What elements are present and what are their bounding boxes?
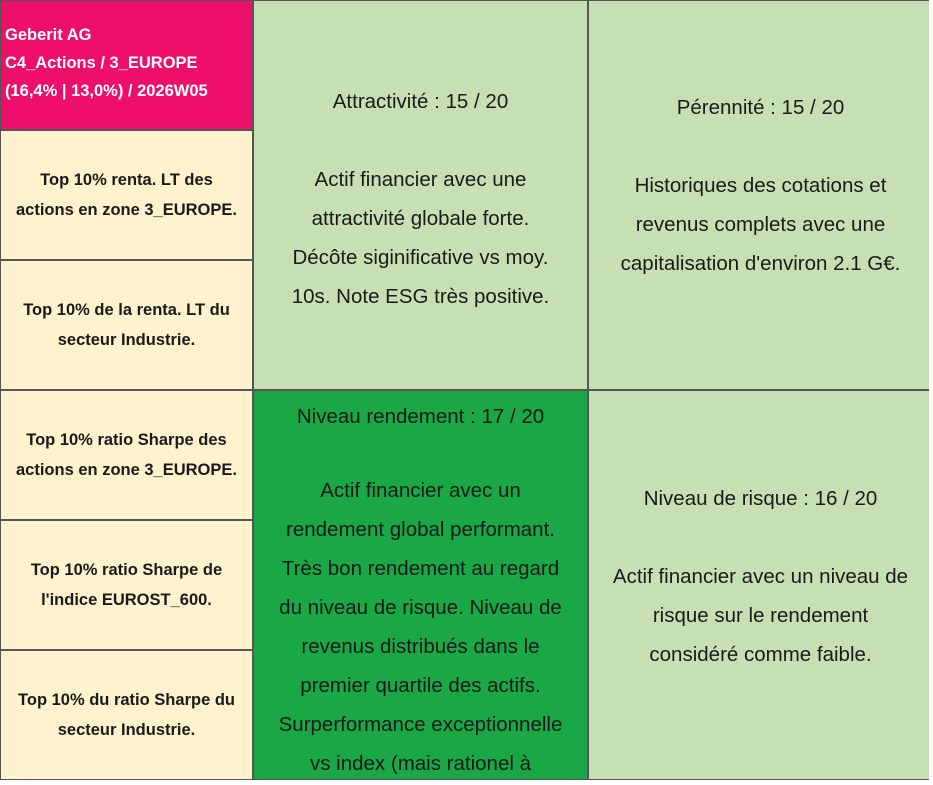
perennite-title: Pérennité : 15 / 20 [676, 95, 845, 119]
risque-text: Actif financier avec un niveau de risque sur le rendement considéré comme faible. [612, 564, 909, 666]
asset-header [0, 0, 253, 130]
badge-cell [0, 130, 253, 260]
attractivite-cell [253, 0, 588, 390]
risque-cell [588, 390, 933, 780]
rendement-text: Actif financier avec un rendement global performant. Très bon rendement au regard du niveau de risque. Niveau de revenus distribués dans le premier quartile des actifs. Surperformance exceptionnelle vs index (mais rationel à [278, 479, 563, 775]
badge-text: Top 10% renta. LT des actions en zone 3_EUROPE. [16, 171, 237, 219]
badge-cell [0, 390, 253, 520]
badge-cell [0, 650, 253, 780]
badge-text: Top 10% ratio Sharpe des actions en zone 3_EUROPE. [16, 431, 237, 479]
rendement-title: Niveau rendement : 17 / 20 [296, 405, 545, 428]
badge-text: Top 10% de la renta. LT du secteur Industrie. [23, 301, 230, 349]
risque-title: Niveau de risque : 16 / 20 [643, 486, 878, 510]
company-name: Geberit AG [5, 26, 92, 44]
attractivite-title: Attractivité : 15 / 20 [332, 90, 509, 113]
badge-cell [0, 260, 253, 390]
asset-category: C4_Actions / 3_EUROPE [5, 54, 198, 72]
badge-text: Top 10% du ratio Sharpe du secteur Industrie. [18, 691, 235, 739]
perennite-cell [588, 0, 933, 390]
page-edge [929, 0, 933, 785]
rendement-cell [253, 390, 588, 780]
asset-stats: (16,4% | 13,0%) / 2026W05 [5, 82, 208, 100]
perennite-text: Historiques des cotations et revenus complets avec une capitalisation d'environ 2.1 G€. [620, 173, 901, 275]
badge-cell [0, 520, 253, 650]
attractivite-text: Actif financier avec une attractivité globale forte. Décôte siginificative vs moy. 10s. Note ESG très positive. [291, 168, 550, 308]
badge-text: Top 10% ratio Sharpe de l'indice EUROST_600. [30, 561, 223, 609]
